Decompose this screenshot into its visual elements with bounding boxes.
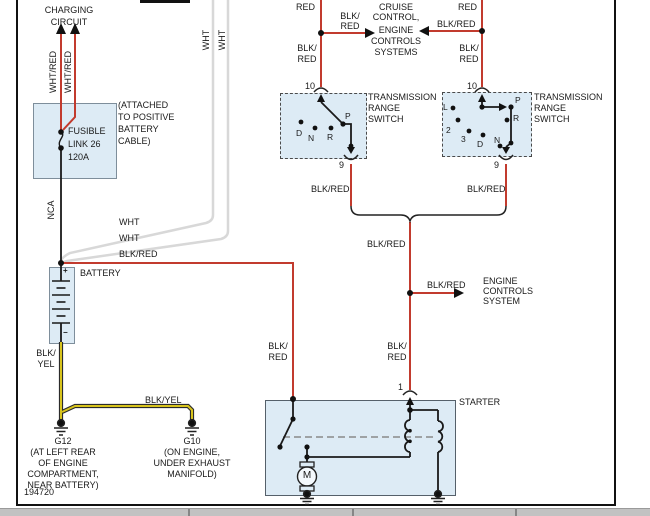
switch2-terminal-l: L [443,102,448,112]
cruise-systems-label-1: CRUISE [378,2,414,12]
switch2-terminal-3: 3 [461,134,466,144]
switch1-pin-10: 10 [304,81,315,91]
pull-in-winding [405,420,410,457]
wire-label-blk-red-cruise-l2: RED [340,21,360,31]
cruise-arrow-right [419,26,429,36]
ground-g10-note-2: UNDER EXHAUST [153,458,231,468]
bottom-scrollbar[interactable] [0,508,650,516]
wire-label-blk-red-sw1-out: BLK/RED [311,184,350,194]
switch1-terminal-p: P [345,111,351,121]
ground-g10-label: G10 [183,436,201,446]
wire-label-blk-yel-2: YEL [37,359,55,369]
ground-g12-note-3: COMPARTMENT, [27,469,99,479]
solenoid-feed [410,405,438,421]
charging-circuit-label-1: CHARGING [44,5,94,15]
battery-label: BATTERY [80,268,121,278]
wire-label-red-right: RED [457,2,477,12]
connector-1-starter-arrow [406,397,414,405]
connector-1-starter [403,391,417,395]
ground-g12-note-2: OF ENGINE [38,458,88,468]
ground-symbols [54,420,445,505]
switch2-wiper [482,102,499,107]
wire-label-blk-red-sw1-in-2: RED [297,54,317,64]
scrollbar-separator [352,509,354,516]
connector-10-switch1-arrow [317,94,325,102]
motor-m-label: M [302,470,312,481]
blk-yel-core [61,342,192,422]
blk-yel-wires [61,342,192,422]
fusible-note-4: CABLE) [118,136,151,146]
blk-red-battery-to-starter [61,263,293,399]
fusible-link-label-2: LINK 26 [68,139,101,149]
switch2-wiper-arrow [499,103,507,111]
ground-g10 [185,420,199,435]
wire-label-blk-red-sw2-in-2: RED [459,54,479,64]
switch2-title-2: RANGE [534,103,567,113]
wire-label-blk-red-sw2-in-1: BLK/ [459,43,479,53]
wire-label-blk-yel-1: BLK/ [36,348,56,358]
connector-10-switch2 [475,88,489,92]
wire-label-wht-mid-1: WHT [119,217,140,227]
cruise-systems-label-5: SYSTEMS [374,47,418,57]
wire-label-blk-red-battery: BLK/RED [119,249,158,259]
connector-9-switch2 [499,155,513,160]
connector-9-switch1 [344,155,358,160]
switch2-pin-10: 10 [466,81,477,91]
cruise-systems-label-3: ENGINE [378,25,414,35]
switch2-terminal-p: P [515,95,521,105]
cruise-systems-label-2: CONTROL, [372,12,420,22]
fusible-link-label-3: 120A [68,152,90,162]
fusible-note-3: BATTERY [118,124,159,134]
switch1-terminal-r: R [327,132,334,142]
ground-g10-note-1: (ON ENGINE, [163,447,221,457]
wire-label-blk-red-starter-l1: BLK/ [268,341,288,351]
wire-label-wht-top-2: WHT [217,29,227,51]
switch1-internals [299,102,354,148]
wire-label-blk-red-trunk: BLK/RED [367,239,406,249]
starter-contact-arm [280,419,293,446]
offpage-arrows [56,23,464,298]
hold-in-winding [438,421,443,494]
wire-label-red-left: RED [295,2,315,12]
switch2-terminal-n: N [494,135,501,145]
switch2-terminal-2: 2 [446,125,451,135]
ground-g12-note-1: (AT LEFT REAR [30,447,96,457]
ecs-label-2: CONTROLS [483,286,534,296]
diagram-number: 194720 [24,487,55,497]
switch1-terminal-d: D [296,128,303,138]
battery-plates [52,281,70,323]
wire-label-wht-red-1: WHT/RED [48,51,58,93]
ground-g12-label: G12 [54,436,72,446]
switch1-title-3: SWITCH [368,114,404,124]
ground-g12-note-4: NEAR BATTERY) [27,480,99,490]
ground-g12 [54,420,68,435]
wire-label-blk-red-cruise-r: BLK/RED [437,19,476,29]
switch2-title-1: TRANSMISSION [534,92,603,102]
switch1-wiper [321,102,342,123]
black-wires [59,132,62,342]
wire-label-blk-red-starter-r1: BLK/ [387,341,407,351]
connector-9-switch2-arrow [502,147,510,154]
connector-10-switch2-arrow [478,94,486,102]
wire-label-blk-red-sw1-in-1: BLK/ [297,43,317,53]
ground-starter-motor [300,491,314,505]
wire-label-wht-top-1: WHT [201,29,211,51]
scrollbar-separator [188,509,190,516]
wire-label-blk-red-starter-l2: RED [268,352,288,362]
switch2-terminal-d: D [477,139,484,149]
switch2-pin-9: 9 [493,160,499,170]
wire-label-wht-red-2: WHT/RED [63,51,73,93]
wire-label-nca: NCA [46,200,56,220]
battery-minus-terminal: − [63,328,68,337]
wire-label-blk-red-cruise-l1: BLK/ [340,11,360,21]
switch1-title-2: RANGE [368,103,401,113]
fusible-note-2: TO POSITIVE [118,112,175,122]
motor-brush-top [300,462,314,467]
ground-starter-solenoid [431,491,445,505]
switch1-output-path [343,124,351,146]
battery-plus-terminal: + [63,266,68,275]
switch1-title-1: TRANSMISSION [368,92,437,102]
cruise-systems-label-4: CONTROLS [370,36,422,46]
charging-circuit-label-2: CIRCUIT [50,17,88,27]
wire-label-blk-red-sw2-out: BLK/RED [467,184,506,194]
ecs-label-3: SYSTEM [483,296,521,306]
connector-10-switch1 [314,88,328,92]
fusible-link-label-1: FUSIBLE [68,126,106,136]
wire-label-blk-red-ecs: BLK/RED [427,280,466,290]
fusible-note-1: (ATTACHED [118,100,169,110]
switch1-pin-9: 9 [338,160,344,170]
starter-pin-1: 1 [397,382,403,392]
red-wires [61,0,506,399]
wire-label-blk-red-starter-r2: RED [387,352,407,362]
ecs-label-1: ENGINE [483,276,518,286]
switch2-title-3: SWITCH [534,114,570,124]
wire-label-blk-yel-h: BLK/YEL [145,395,182,405]
starter-label: STARTER [459,397,501,407]
switch1-terminal-n: N [308,133,315,143]
scrollbar-separator [515,509,517,516]
blk-yel-casing [61,342,192,422]
wire-label-wht-mid-2: WHT [119,233,140,243]
switch2-terminal-r: R [513,113,520,123]
ground-g10-note-3: MANIFOLD) [167,469,217,479]
wire-merge-brace [351,206,506,221]
